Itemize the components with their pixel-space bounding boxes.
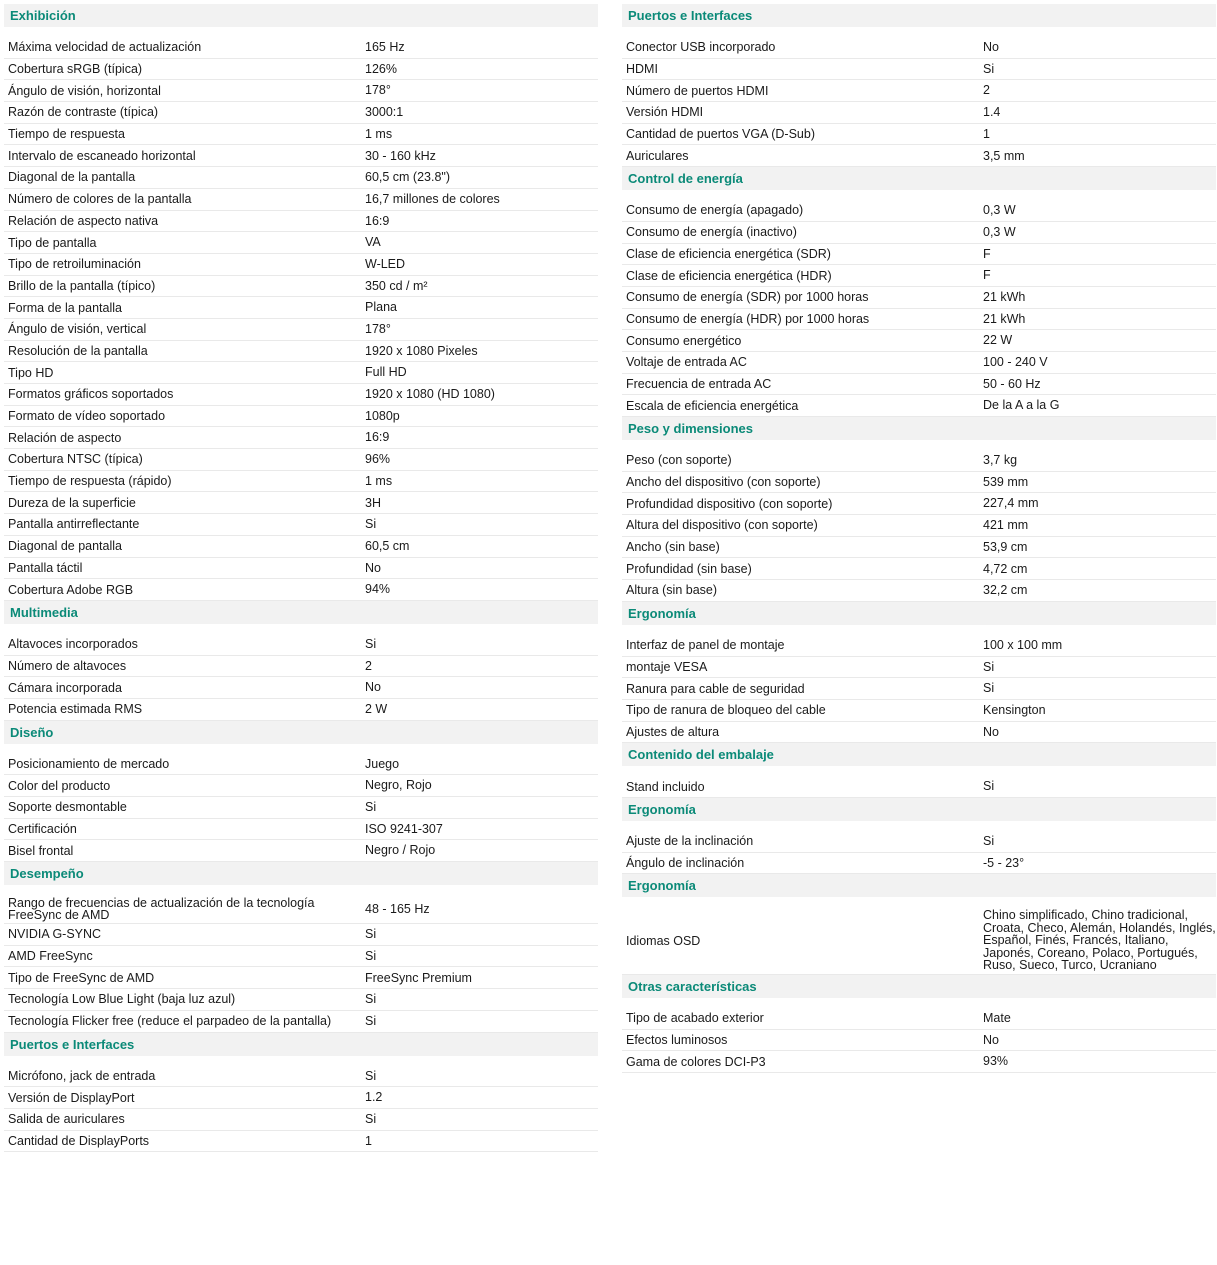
spec-value: 1 <box>365 1133 372 1148</box>
spec-row <box>4 449 598 471</box>
spec-value: 126% <box>365 61 397 76</box>
spec-label: Stand incluido <box>626 779 705 794</box>
section-header: Ergonomía <box>622 874 1216 897</box>
spec-row <box>4 1109 598 1131</box>
section-header: Ergonomía <box>622 602 1216 625</box>
spec-label: Clase de eficiencia energética (HDR) <box>626 268 832 283</box>
spec-value: Si <box>365 800 377 815</box>
spec-value: 3,5 mm <box>983 148 1025 163</box>
spec-label: Cobertura sRGB (típica) <box>8 62 143 77</box>
section-header: Contenido del embalaje <box>622 743 1216 766</box>
spec-row <box>622 330 1216 352</box>
spec-section-contenido-del-embalaje <box>622 743 1216 798</box>
spec-row <box>622 145 1216 167</box>
spec-label: Ajustes de altura <box>626 724 720 739</box>
spec-value: 1 ms <box>365 473 393 488</box>
spec-value: F <box>983 268 991 283</box>
spec-row <box>4 514 598 536</box>
spec-row <box>4 634 598 656</box>
spec-label: Resolución de la pantalla <box>8 343 148 358</box>
spec-value: No <box>983 1032 999 1047</box>
spec-row <box>4 211 598 233</box>
spec-value: Si <box>983 61 995 76</box>
spec-row <box>4 80 598 102</box>
spec-row <box>622 776 1216 798</box>
spec-label: Formato de vídeo soportado <box>8 409 166 424</box>
spec-label: montaje VESA <box>626 659 708 674</box>
spec-label: Relación de aspecto nativa <box>8 213 159 228</box>
spec-label: Tiempo de respuesta (rápido) <box>8 474 172 489</box>
spec-value: No <box>365 560 381 575</box>
spec-row <box>622 700 1216 722</box>
spec-label: Clase de eficiencia energética (SDR) <box>626 246 831 261</box>
spec-value: Si <box>365 927 377 942</box>
spec-row <box>4 579 598 601</box>
spec-row <box>4 406 598 428</box>
spec-section-puertos-e-interfaces <box>4 1033 598 1153</box>
spec-row <box>4 967 598 989</box>
spec-row <box>622 722 1216 744</box>
spec-column-right <box>622 4 1216 1073</box>
spec-value: Si <box>365 992 377 1007</box>
spec-row <box>622 1008 1216 1030</box>
spec-label: Bisel frontal <box>8 843 74 858</box>
spec-column-left <box>4 4 598 1152</box>
spec-label: Formatos gráficos soportados <box>8 387 174 402</box>
spec-value: 100 x 100 mm <box>983 637 1063 652</box>
section-header: Diseño <box>4 721 598 744</box>
spec-value: 94% <box>365 582 391 597</box>
spec-label: Profundidad dispositivo (con soporte) <box>626 496 833 511</box>
spec-value: 16,7 millones de colores <box>365 191 500 206</box>
spec-value: 1.4 <box>983 105 1001 120</box>
spec-row <box>4 1087 598 1109</box>
spec-value: Si <box>365 1013 377 1028</box>
spec-row <box>622 352 1216 374</box>
spec-row <box>622 124 1216 146</box>
spec-row <box>4 1131 598 1153</box>
spec-row <box>4 427 598 449</box>
spec-row <box>622 493 1216 515</box>
spec-value: 3H <box>365 495 381 510</box>
spec-row <box>4 319 598 341</box>
spec-row <box>622 678 1216 700</box>
spec-label: Ángulo de inclinación <box>626 855 745 870</box>
spec-value: Si <box>365 636 377 651</box>
spec-value: 16:9 <box>365 213 390 228</box>
spec-value: FreeSync Premium <box>365 970 472 985</box>
spec-label: Dureza de la superficie <box>8 495 136 510</box>
spec-label: Interfaz de panel de montaje <box>626 638 785 653</box>
spec-row <box>622 853 1216 875</box>
spec-label: Certificación <box>8 822 77 837</box>
spec-value: Chino simplificado, Chino tradicional, Croata, Checo, Alemán, Holandés, Inglés, Español, Finés, Francés, Italiano, Japonés, Coreano, Polaco, Portugués, Ruso, Sueco, Turco, Ucraniano <box>983 908 1216 973</box>
spec-row <box>4 492 598 514</box>
spec-value: 53,9 cm <box>983 539 1028 554</box>
spec-label: Micrófono, jack de entrada <box>8 1068 156 1083</box>
spec-row <box>622 831 1216 853</box>
spec-value: 0,3 W <box>983 203 1016 218</box>
spec-label: Posicionamiento de mercado <box>8 756 170 771</box>
spec-section-ergonomia <box>622 874 1216 975</box>
spec-row <box>622 537 1216 559</box>
spec-section-desempeno <box>4 862 598 1032</box>
spec-label: Efectos luminosos <box>626 1032 728 1047</box>
spec-label: Idiomas OSD <box>626 933 701 948</box>
spec-row <box>622 635 1216 657</box>
spec-row <box>622 472 1216 494</box>
spec-row <box>4 37 598 59</box>
spec-row <box>4 362 598 384</box>
spec-value: 178° <box>365 322 391 337</box>
spec-label: Peso (con soporte) <box>626 453 732 468</box>
spec-row <box>622 287 1216 309</box>
section-header: Puertos e Interfaces <box>4 1033 598 1056</box>
spec-row <box>4 471 598 493</box>
spec-value: 2 <box>365 658 372 673</box>
spec-value: 0,3 W <box>983 224 1016 239</box>
spec-value: F <box>983 246 991 261</box>
spec-label: Consumo energético <box>626 333 742 348</box>
spec-label: Número de altavoces <box>8 658 127 673</box>
spec-label: Tipo de FreeSync de AMD <box>8 970 155 985</box>
spec-label: Potencia estimada RMS <box>8 702 143 717</box>
spec-value: 350 cd / m² <box>365 278 428 293</box>
spec-value: 60,5 cm (23.8") <box>365 170 451 185</box>
section-header: Exhibición <box>4 4 598 27</box>
spec-value: 3000:1 <box>365 105 404 120</box>
spec-value: 96% <box>365 452 391 467</box>
spec-label: Consumo de energía (apagado) <box>626 203 804 218</box>
spec-label: Voltaje de entrada AC <box>626 355 747 370</box>
spec-row <box>4 384 598 406</box>
spec-value: 227,4 mm <box>983 496 1039 511</box>
spec-label: Ancho del dispositivo (con soporte) <box>626 475 821 490</box>
spec-row <box>622 515 1216 537</box>
spec-section-otras-caracteristicas <box>622 975 1216 1073</box>
spec-row <box>622 244 1216 266</box>
spec-label: Pantalla táctil <box>8 560 83 575</box>
spec-label: Versión de DisplayPort <box>8 1090 135 1105</box>
spec-value: Si <box>983 834 995 849</box>
spec-value: 1 <box>983 126 990 141</box>
spec-label: Consumo de energía (HDR) por 1000 horas <box>626 311 870 326</box>
spec-label: Rango de frecuencias de actualización de la tecnología FreeSync de AMD <box>8 896 315 923</box>
spec-value: 2 <box>983 83 990 98</box>
spec-row <box>4 754 598 776</box>
spec-section-ergonomia <box>622 798 1216 874</box>
spec-label: Ajuste de la inclinación <box>626 834 754 849</box>
spec-value: Si <box>983 779 995 794</box>
spec-row <box>4 297 598 319</box>
spec-label: Escala de eficiencia energética <box>626 398 799 413</box>
spec-label: Frecuencia de entrada AC <box>626 376 772 391</box>
spec-section-control-de-energia <box>622 167 1216 417</box>
spec-row <box>4 59 598 81</box>
spec-value: Si <box>365 1068 377 1083</box>
spec-row <box>622 1051 1216 1073</box>
spec-label: Profundidad (sin base) <box>626 561 752 576</box>
spec-label: Ranura para cable de seguridad <box>626 681 805 696</box>
spec-value: 93% <box>983 1054 1009 1069</box>
spec-label: Intervalo de escaneado horizontal <box>8 148 196 163</box>
spec-label: Relación de aspecto <box>8 430 122 445</box>
spec-value: 1.2 <box>365 1090 383 1105</box>
spec-row <box>622 395 1216 417</box>
spec-value: 178° <box>365 83 391 98</box>
spec-value: 165 Hz <box>365 40 405 55</box>
spec-row <box>4 656 598 678</box>
spec-label: Ancho (sin base) <box>626 540 720 555</box>
spec-row <box>4 1011 598 1033</box>
section-header: Multimedia <box>4 601 598 624</box>
spec-value: 100 - 240 V <box>983 355 1048 370</box>
spec-row <box>622 309 1216 331</box>
spec-row <box>4 819 598 841</box>
spec-value: De la A a la G <box>983 398 1060 413</box>
spec-label: Color del producto <box>8 778 111 793</box>
spec-section-exhibicion <box>4 4 598 601</box>
spec-row <box>622 222 1216 244</box>
spec-value: 539 mm <box>983 474 1029 489</box>
spec-label: Brillo de la pantalla (típico) <box>8 278 156 293</box>
spec-row <box>4 145 598 167</box>
spec-row <box>622 374 1216 396</box>
spec-label: Tipo de retroiluminación <box>8 257 141 272</box>
spec-label: Conector USB incorporado <box>626 40 776 55</box>
spec-row <box>4 775 598 797</box>
spec-row <box>4 1066 598 1088</box>
spec-row <box>622 657 1216 679</box>
spec-label: Salida de auriculares <box>8 1112 125 1127</box>
spec-row <box>622 450 1216 472</box>
spec-row <box>4 167 598 189</box>
spec-label: Forma de la pantalla <box>8 300 122 315</box>
spec-label: Máxima velocidad de actualización <box>8 40 202 55</box>
spec-row <box>4 102 598 124</box>
spec-row <box>622 1030 1216 1052</box>
spec-label: Diagonal de la pantalla <box>8 170 136 185</box>
spec-value: 30 - 160 kHz <box>365 148 436 163</box>
spec-label: Soporte desmontable <box>8 800 127 815</box>
spec-label: Razón de contraste (típica) <box>8 105 159 120</box>
spec-value: No <box>365 680 381 695</box>
spec-label: Cámara incorporada <box>8 680 122 695</box>
spec-row <box>622 558 1216 580</box>
spec-label: Cantidad de DisplayPorts <box>8 1133 150 1148</box>
spec-row <box>4 254 598 276</box>
spec-value: Negro / Rojo <box>365 843 436 858</box>
spec-row <box>4 189 598 211</box>
spec-value: Juego <box>365 756 400 771</box>
spec-value: No <box>983 724 999 739</box>
spec-label: Número de colores de la pantalla <box>8 192 192 207</box>
spec-section-ergonomia <box>622 602 1216 743</box>
spec-label: Diagonal de pantalla <box>8 539 122 554</box>
spec-label: Altavoces incorporados <box>8 637 138 652</box>
spec-label: Pantalla antirreflectante <box>8 517 140 532</box>
spec-row <box>622 265 1216 287</box>
spec-section-puertos-e-interfaces <box>622 4 1216 167</box>
spec-label: Altura (sin base) <box>626 583 718 598</box>
spec-label: Número de puertos HDMI <box>626 83 769 98</box>
spec-row <box>4 946 598 968</box>
spec-row <box>4 699 598 721</box>
spec-row <box>622 580 1216 602</box>
spec-value: ISO 9241-307 <box>365 821 443 836</box>
spec-row <box>4 341 598 363</box>
spec-row <box>4 232 598 254</box>
spec-value: 60,5 cm <box>365 538 410 553</box>
spec-label: Cobertura Adobe RGB <box>8 582 134 597</box>
spec-label: Ángulo de visión, horizontal <box>8 83 161 98</box>
spec-label: AMD FreeSync <box>8 949 93 964</box>
spec-value: 1080p <box>365 408 400 423</box>
spec-value: Full HD <box>365 365 407 380</box>
spec-label: HDMI <box>626 62 658 77</box>
spec-section-diseno <box>4 721 598 862</box>
spec-label: Tipo HD <box>8 365 54 380</box>
spec-label: Tipo de pantalla <box>8 235 97 250</box>
spec-value: Kensington <box>983 702 1046 717</box>
spec-label: Tipo de ranura de bloqueo del cable <box>626 703 826 718</box>
spec-value: 21 kWh <box>983 311 1026 326</box>
spec-row <box>622 80 1216 102</box>
spec-value: Negro, Rojo <box>365 778 432 793</box>
spec-section-multimedia <box>4 601 598 721</box>
spec-row <box>4 558 598 580</box>
section-header: Control de energía <box>622 167 1216 190</box>
spec-row <box>4 840 598 862</box>
spec-label: Consumo de energía (SDR) por 1000 horas <box>626 290 869 305</box>
spec-value: 421 mm <box>983 518 1029 533</box>
section-header: Puertos e Interfaces <box>622 4 1216 27</box>
spec-row <box>4 895 598 924</box>
spec-value: 1 ms <box>365 126 393 141</box>
spec-value: 3,7 kg <box>983 453 1018 468</box>
spec-value: No <box>983 40 999 55</box>
spec-value: 2 W <box>365 702 388 717</box>
spec-value: -5 - 23° <box>983 855 1025 870</box>
spec-row <box>622 200 1216 222</box>
spec-row <box>4 124 598 146</box>
spec-value: Si <box>983 659 995 674</box>
spec-value: Si <box>365 948 377 963</box>
spec-row <box>4 276 598 298</box>
spec-label: NVIDIA G-SYNC <box>8 927 102 942</box>
spec-label: Cobertura NTSC (típica) <box>8 452 143 467</box>
spec-value: 4,72 cm <box>983 561 1028 576</box>
spec-label: Versión HDMI <box>626 105 704 120</box>
spec-row <box>622 59 1216 81</box>
spec-row <box>4 536 598 558</box>
spec-value: 48 - 165 Hz <box>365 901 430 916</box>
spec-label: Cantidad de puertos VGA (D-Sub) <box>626 127 815 142</box>
spec-value: 22 W <box>983 333 1013 348</box>
spec-value: 50 - 60 Hz <box>983 376 1041 391</box>
spec-value: W-LED <box>365 256 406 271</box>
section-header: Peso y dimensiones <box>622 417 1216 440</box>
spec-label: Altura del dispositivo (con soporte) <box>626 518 818 533</box>
spec-value: 16:9 <box>365 430 390 445</box>
spec-label: Tiempo de respuesta <box>8 127 125 142</box>
spec-value: Plana <box>365 300 397 315</box>
spec-label: Auriculares <box>626 148 689 163</box>
section-header: Desempeño <box>4 862 598 885</box>
spec-value: Mate <box>983 1010 1011 1025</box>
spec-label: Gama de colores DCI-P3 <box>626 1054 766 1069</box>
spec-label: Consumo de energía (inactivo) <box>626 225 797 240</box>
spec-row <box>4 677 598 699</box>
spec-row <box>622 907 1216 975</box>
spec-value: Si <box>365 517 377 532</box>
spec-label: Tecnología Flicker free (reduce el parpadeo de la pantalla) <box>8 1014 332 1029</box>
spec-row <box>4 989 598 1011</box>
spec-row <box>622 102 1216 124</box>
spec-label: Tipo de acabado exterior <box>626 1011 764 1026</box>
spec-row <box>4 797 598 819</box>
spec-value: 1920 x 1080 Pixeles <box>365 343 478 358</box>
spec-value: Si <box>365 1111 377 1126</box>
spec-value: VA <box>365 235 381 250</box>
spec-value: Si <box>983 681 995 696</box>
spec-row <box>4 924 598 946</box>
spec-value: 1920 x 1080 (HD 1080) <box>365 387 495 402</box>
spec-value: 21 kWh <box>983 289 1026 304</box>
spec-label: Ángulo de visión, vertical <box>8 322 147 337</box>
spec-section-peso-y-dimensiones <box>622 417 1216 602</box>
spec-value: 32,2 cm <box>983 583 1028 598</box>
section-header: Otras características <box>622 975 1216 998</box>
section-header: Ergonomía <box>622 798 1216 821</box>
spec-row <box>622 37 1216 59</box>
spec-label: Tecnología Low Blue Light (baja luz azul) <box>8 992 236 1007</box>
